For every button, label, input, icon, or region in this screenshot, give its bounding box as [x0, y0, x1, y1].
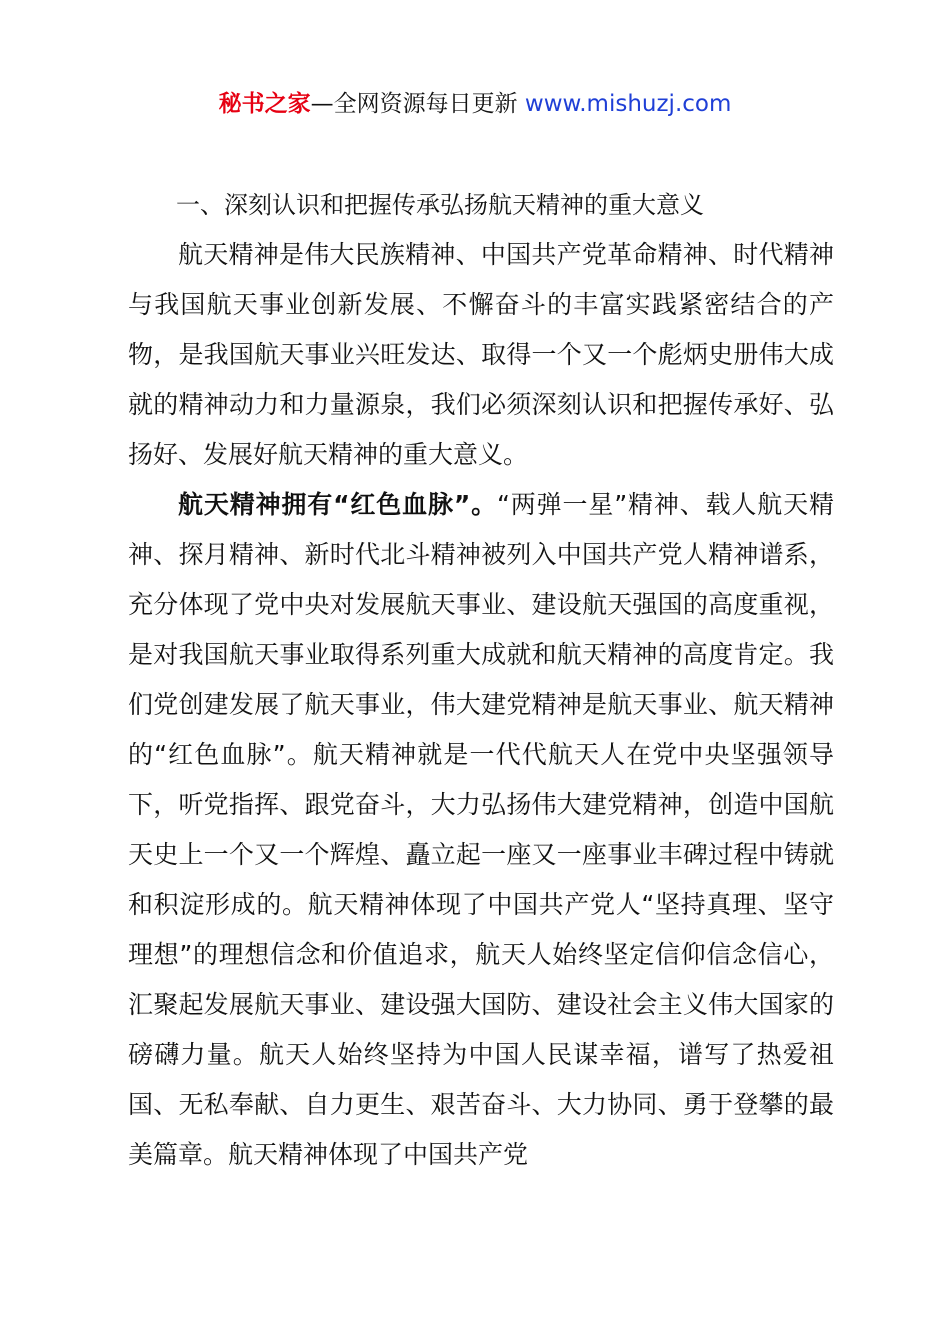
paragraph-1: 航天精神是伟大民族精神、中国共产党革命精神、时代精神与我国航天事业创新发展、不懈奋斗的丰富实践紧密结合的产物，是我国航天事业兴旺发达、取得一个又一个彪炳史册伟大成就的精神动力和力量源泉，我们必须深刻认识和把握传承好、弘扬好、发展好航天精神的重大意义。 — [128, 240, 834, 469]
document-body — [128, 180, 834, 1180]
paragraph-2-lead: 航天精神拥有“红色血脉”。 — [178, 490, 497, 519]
page-header — [0, 88, 950, 120]
section-heading: 一、深刻认识和把握传承弘扬航天精神的重大意义 — [176, 191, 704, 219]
brand-name: 秘书之家 — [218, 91, 311, 117]
header-tagline: —全网资源每日更新 — [310, 91, 518, 117]
site-url-link[interactable]: www.mishuzj.com — [524, 91, 732, 117]
paragraph-2 — [128, 480, 834, 1180]
paragraph-2-body: “两弹一星”精神、载人航天精神、探月精神、新时代北斗精神被列入中国共产党人精神谱系，充分体现了党中央对发展航天事业、建设航天强国的高度重视，是对我国航天事业取得系列重大成就和航天精神的高度肯定。我们党创建发展了航天事业，伟大建党精神是航天事业、航天精神的“红色血脉”。航天精神就是一代代航天人在党中央坚强领导下，听党指挥、跟党奋斗，大力弘扬伟大建党精神，创造中国航天史上一个又一个辉煌、矗立起一座又一座事业丰碑过程中铸就和积淀形成的。航天精神体现了中国共产党人“坚持真理、坚守理想”的理想信念和价值追求，航天人始终坚定信仰信念信心，汇聚起发展航天事业、建设强大国防、建设社会主义伟大国家的磅礴力量。航天人始终坚持为中国人民谋幸福，谱写了热爱祖国、无私奉献、自力更生、艰苦奋斗、大力协同、勇于登攀的最美篇章。航天精神体现了中国共产党 — [128, 490, 834, 1169]
